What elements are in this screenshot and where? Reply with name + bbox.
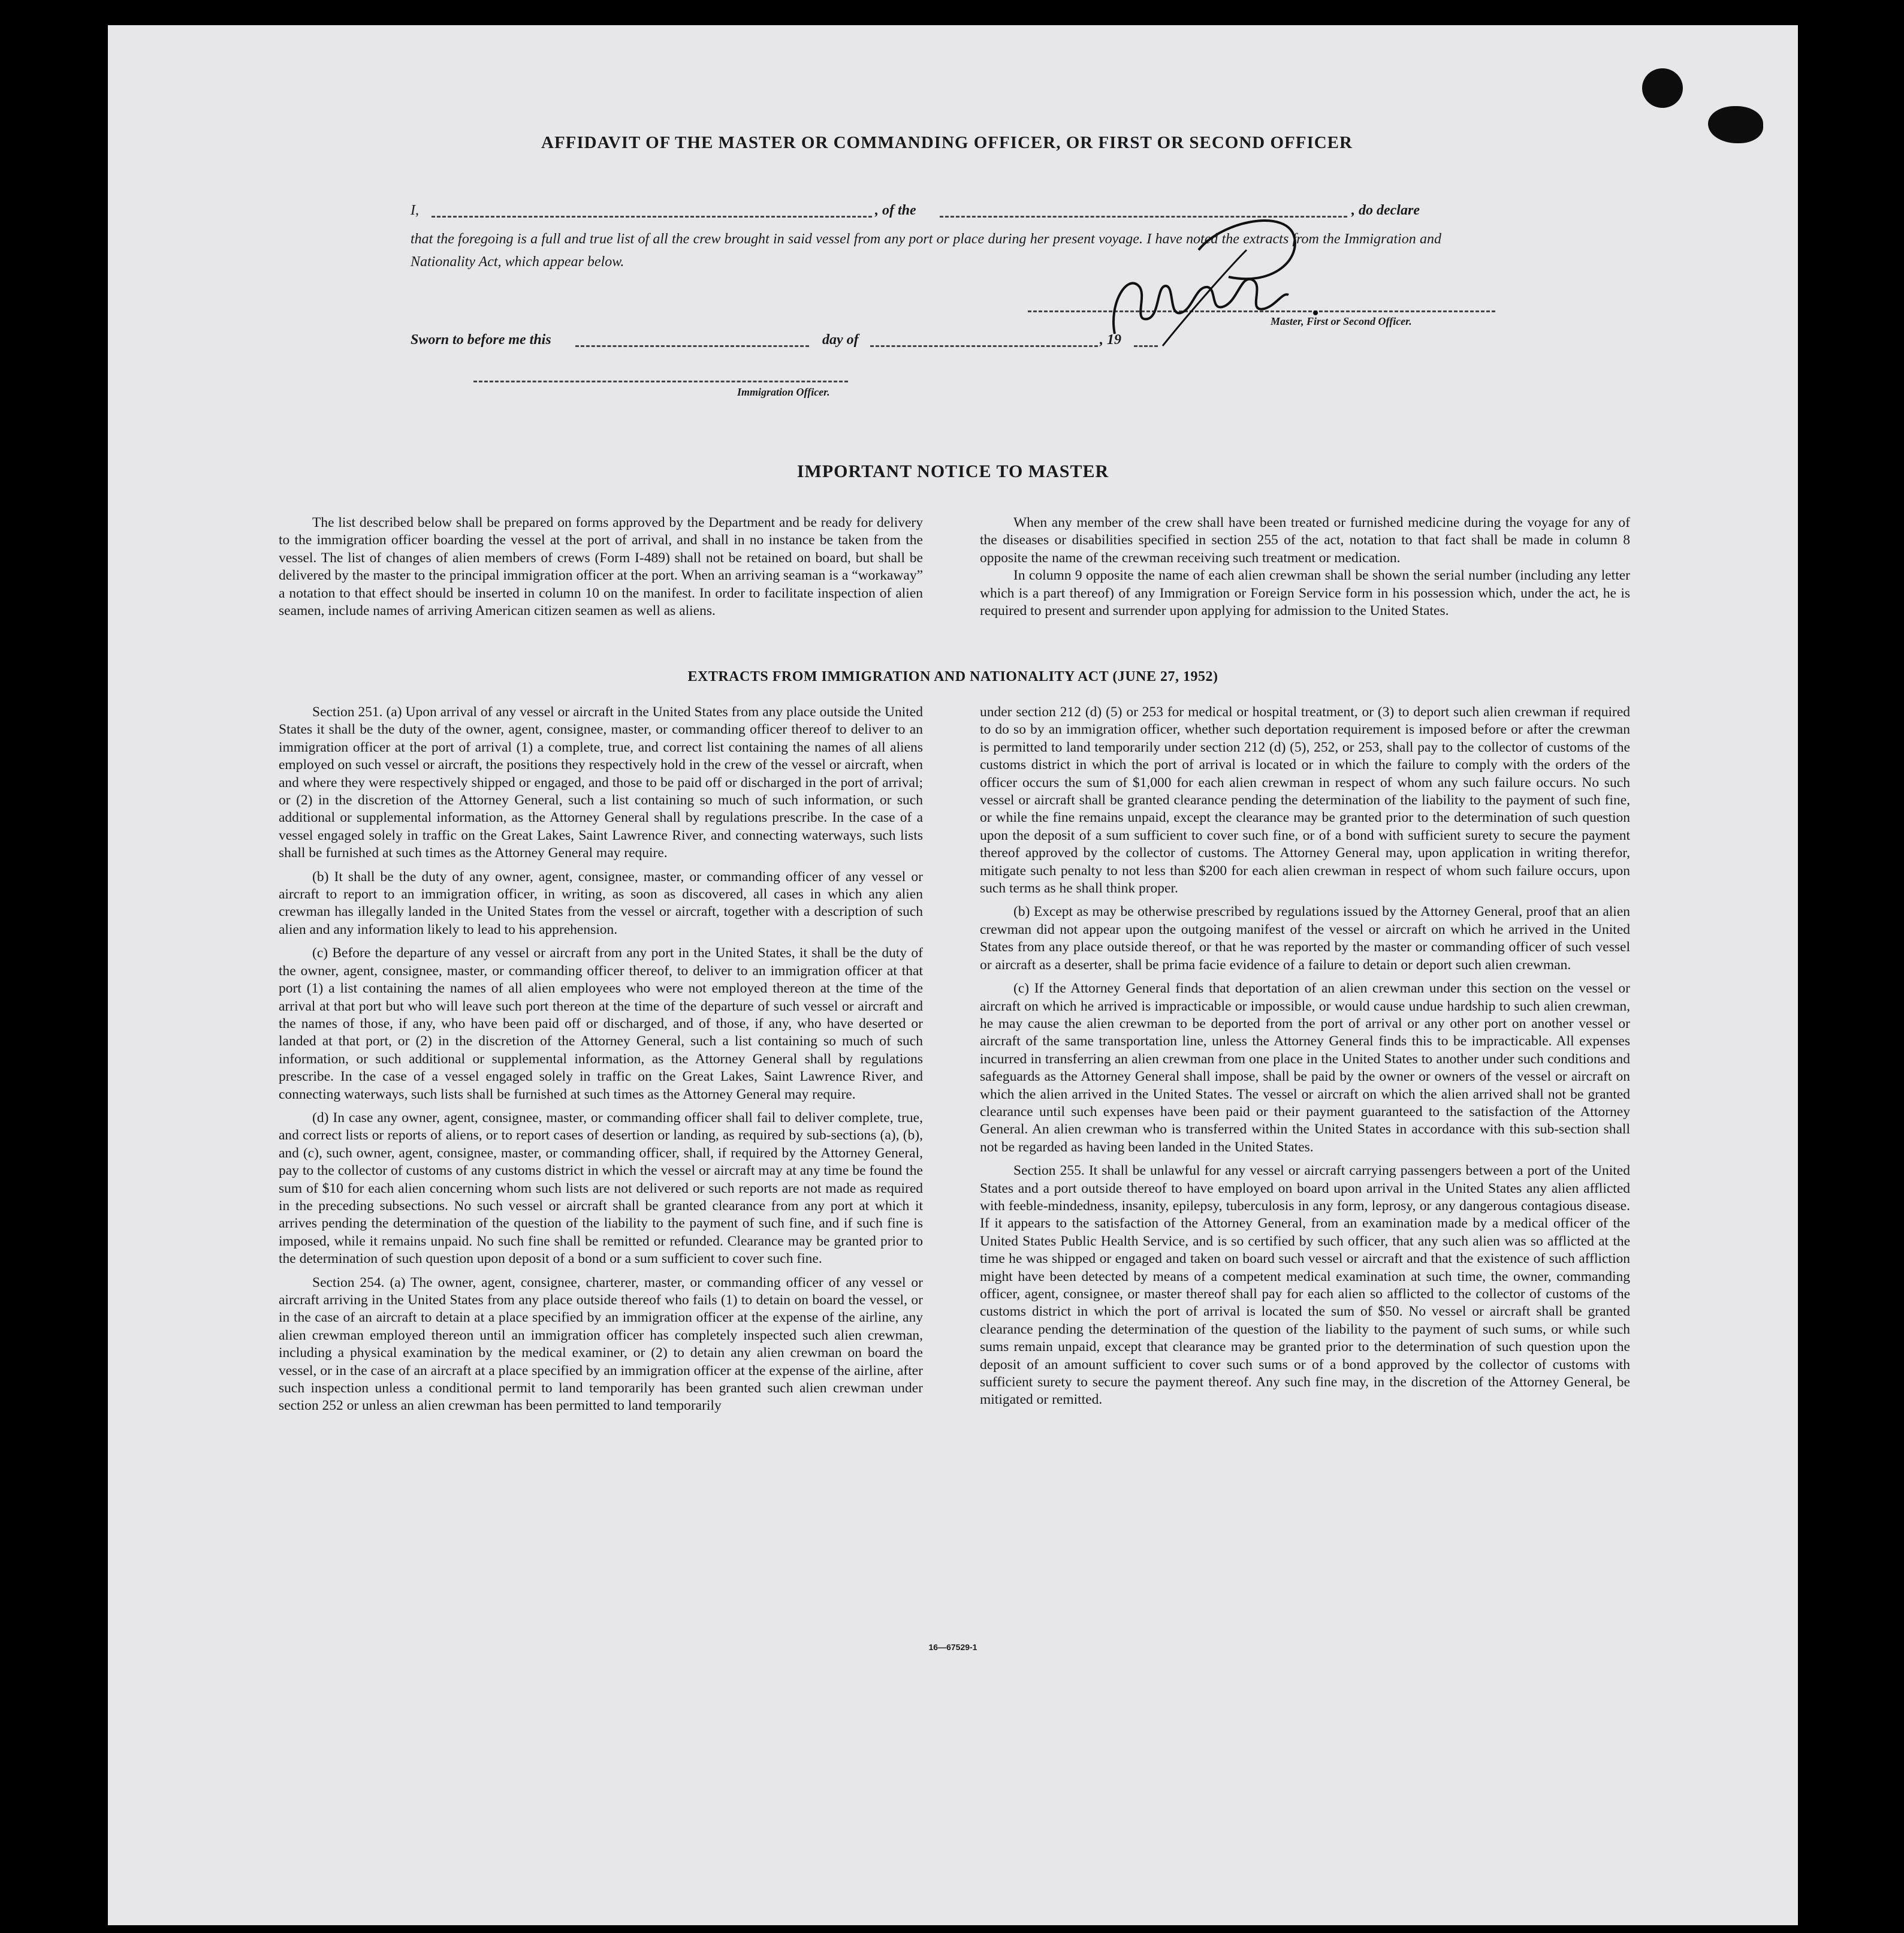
sworn-year-field[interactable] bbox=[1134, 345, 1158, 347]
notice-left-paragraph: The list described below shall be prepared on forms approved by the Department and be ready for delivery to the immigration officer boarding the vessel at the port of arrival, and shall in no instance be taken from the vessel. The list of changes of alien members of crews (Form I-489) shall not be retained on board, but shall be delivered by the master to the principal immigration officer at the port. When an arriving seaman is a “workaway” a notation to that effect should be inserted in column 10 on the manifest. In order to facilitate inspection of alien seamen, include names of arriving American citizen seamen as well as aliens. bbox=[279, 515, 923, 619]
notice-left-column bbox=[279, 514, 923, 626]
section-254-b-paragraph: (b) Except as may be otherwise prescribed by regulations issued by the Attorney General, proof that an alien crewman did not appear upon the outgoing manifest of the vessel or aircraft on which he arrived in the United States from any place outside thereof, or that he was reported by the master or commanding officer of such vessel or aircraft as a deserter, shall be prima facie evidence of a failure to detain or deport such alien crewman. bbox=[980, 904, 1630, 973]
section-254-a-continued-paragraph: under section 212 (d) (5) or 253 for medical or hospital treatment, or (3) to deport such alien crewman if required to do so by an immigration officer, whether such deportation requirement is imposed before or after the crewman is permitted to land temporarily under section 212 (d) (5), 252, or 253, shall pay to the collector of customs of the customs district in which the port of arrival is located or in which the failure to comply with the orders of the officer occurs the sum of $1,000 for each alien crewman in respect of whom any such failure occurs. No such vessel or aircraft shall be granted clearance pending the determination of the liability to the payment of such fine, or while the fine remains unpaid, except the clearance may be granted prior to the determination of such question upon the deposit of a sum sufficient to cover such fine, or of a bond with sufficient surety to secure the payment thereof approved by the collector of customs. The Attorney General may, upon application in writing therefor, mitigate such penalty to not less than $200 for each alien crewman in respect of whom such failure occurs, upon such terms as he shall think proper. bbox=[980, 704, 1630, 897]
section-254-a-paragraph: Section 254. (a) The owner, agent, consignee, charterer, master, or commanding officer of any vessel or aircraft arriving in the United States from any place outside thereof who fails (1) to detain on board the vessel, or in the case of an aircraft to detain at a place specified by an immigration officer at the expense of the airline, any alien crewman employed thereon until an immigration officer has completely inspected such alien crewman, including a physical examination by the medical examiner, or (2) to detain any alien crewman on board the vessel, or in the case of an aircraft at a place specified by an immigration officer at the expense of the airline, after such inspection unless a conditional permit to land temporarily has been granted such alien crewman under section 252 or unless an alien crewman has been permitted to land temporarily bbox=[279, 1274, 923, 1414]
section-251-a-paragraph: Section 251. (a) Upon arrival of any vessel or aircraft in the United States from any place outside the United States it shall be the duty of the owner, agent, consignee, master, or commanding officer thereof to deliver to an immigration officer at the port of arrival (1) a complete, true, and correct list containing the names of all aliens employed on such vessel or aircraft, the positions they respectively hold in the crew of the vessel or aircraft, when and where they were respectively shipped or engaged, and those to be paid off or discharged in the port of arrival; or (2) in the discretion of the Attorney General, such a list containing so much of such information, or such additional or supplemental information, as the Attorney General shall by regulations prescribe. In the case of a vessel engaged solely in traffic on the Great Lakes, Saint Lawrence River, and connecting waterways, such lists shall be furnished at such times as the Attorney General may require. bbox=[279, 704, 923, 861]
document-page bbox=[108, 25, 1798, 1925]
affidavit-i-label: I, bbox=[411, 203, 419, 218]
notice-title: IMPORTANT NOTICE TO MASTER bbox=[796, 462, 1109, 481]
affidavit-do-declare-label: , do declare bbox=[1351, 203, 1420, 218]
year-label: , 19 bbox=[1100, 332, 1121, 348]
notice-right-paragraph-1: When any member of the crew shall have been treated or furnished medicine during the voyage for any of the diseases or disabilities specified in section 255 of the act, notation to that fact shall be made in column 8 opposite the name of the crewman receiving such treatment or medication. bbox=[980, 515, 1630, 566]
affidavit-of-the-label: , of the bbox=[875, 203, 916, 218]
affidavit-title: AFFIDAVIT OF THE MASTER OR COMMANDING OFFICER, OR FIRST OR SECOND OFFICER bbox=[541, 133, 1353, 152]
form-number: 16—67529-1 bbox=[928, 1642, 977, 1652]
master-signature bbox=[1091, 196, 1426, 358]
immigration-officer-caption: Immigration Officer. bbox=[737, 386, 830, 398]
sworn-day-field[interactable] bbox=[575, 345, 809, 347]
ink-stain bbox=[1642, 68, 1683, 108]
section-251-c-paragraph: (c) Before the departure of any vessel or aircraft from any port in the United States, it shall be the duty of the owner, agent, consignee, master, or commanding officer thereof, to deliver to an immigration officer at that port (1) a list containing the names of all alien employees who were not employed thereon at the time of the arrival at that port but who will leave such port thereon at the time of the departure of such vessel or aircraft and the names of those, if any, who have been paid off or discharged, and of those, if any, who have deserted or landed at that port, or (2) in the discretion of the Attorney General, such a list containing so much of such information, or such additional or supplemental information, as the Attorney General shall by regulations prescribe. In the case of a vessel engaged solely in traffic on the Great Lakes, Saint Lawrence River, and connecting waterways, such lists shall be furnished at such times as the Attorney General may require. bbox=[279, 945, 923, 1102]
master-name-field[interactable] bbox=[432, 216, 872, 218]
extracts-title: EXTRACTS FROM IMMIGRATION AND NATIONALITY ACT (JUNE 27, 1952) bbox=[687, 669, 1218, 684]
affidavit-declaration-text: that the foregoing is a full and true list of all the crew brought in said vessel from any port or place during her present voyage. I have noted the extracts from the Immigration and Nationality Act, which appear below. bbox=[411, 231, 1441, 270]
day-of-label: day of bbox=[822, 332, 859, 348]
ink-stain bbox=[1708, 106, 1763, 143]
notice-right-column bbox=[980, 514, 1630, 626]
section-255-paragraph: Section 255. It shall be unlawful for any vessel or aircraft carrying passengers between a port of the United States and a port outside thereof to have employed on board upon arrival in the United States any alien afflicted with feeble-mindedness, insanity, epilepsy, tuberculosis in any form, leprosy, or any dangerous contagious disease. If it appears to the satisfaction of the Attorney General, from an examination made by a medical officer of the United States Public Health Service, and is so certified by such officer, that any such alien was so afflicted at the time he was shipped or engaged and taken on board such vessel or aircraft and that the existence of such affliction might have been detected by means of a competent medical examination at such time, the owner, commanding officer, agent, consignee, or master thereof shall pay for each alien so afflicted to the collector of customs of the customs district in which the port of arrival is located the sum of $50. No vessel or aircraft shall be granted clearance pending the determination of the question of the liability to the payment of such sums, or while such sums remain unpaid, except that clearance may be granted prior to the determination of such question upon the deposit of an amount sufficient to cover such sums or of a bond approved by the collector of customs with sufficient surety to secure the payment thereof. Any such fine may, in the discretion of the Attorney General, be mitigated or remitted. bbox=[980, 1163, 1630, 1408]
notice-right-paragraph-2: In column 9 opposite the name of each alien crewman shall be shown the serial number (including any letter which is a part thereof) of any Immigration or Foreign Service form in his possession which, under the act, he is required to present and surrender upon applying for admission to the United States. bbox=[980, 568, 1630, 619]
extracts-right-column bbox=[980, 704, 1630, 1409]
extracts-left-column bbox=[279, 704, 923, 1415]
section-251-d-paragraph: (d) In case any owner, agent, consignee, master, or commanding officer shall fail to deliver complete, true, and correct lists or reports of aliens, or to report cases of desertion or landing, as required by sub-sections (a), (b), and (c), such owner, agent, consignee, master, or commanding officer, shall, if required by the Attorney General, pay to the collector of customs of any customs district in which the vessel or aircraft may at any time be found the sum of $10 for each alien concerning whom such lists are not delivered or such reports are not made as required in the preceding subsections. No such vessel or aircraft shall be granted clearance from any port at which it arrives pending the determination of the question of the liability to the payment of such fine, and if such fine is imposed, while it remains unpaid. No such fine shall be remitted or refunded. Clearance may be granted prior to the determination of such question upon deposit of a bond or a sum sufficient to cover such fine. bbox=[279, 1109, 923, 1267]
immigration-officer-signature-line[interactable] bbox=[473, 381, 848, 382]
sworn-month-field[interactable] bbox=[870, 345, 1098, 347]
master-signature-caption: Master, First or Second Officer. bbox=[1271, 315, 1412, 327]
section-251-b-paragraph: (b) It shall be the duty of any owner, agent, consignee, master, or commanding officer of any vessel or aircraft to report to an immigration officer, in writing, as soon as discovered, all cases in which any alien crewman has illegally landed in the United States from the vessel or aircraft, together with a description of such alien and any information likely to lead to his apprehension. bbox=[279, 869, 923, 937]
section-254-c-paragraph: (c) If the Attorney General finds that deportation of an alien crewman under this section on the vessel or aircraft on which he arrived is impracticable or impossible, or would cause undue hardship to such alien crewman, he may cause the alien crewman to be deported from the port of arrival or any other port on another vessel or aircraft of the same transportation line, unless the Attorney General finds this to be impracticable. All expenses incurred in transferring an alien crewman from one place in the United States to another under such conditions and safeguards as the Attorney General shall impose, shall be paid by the owner or owners of the vessel or aircraft on which the alien arrived in the United States. The vessel or aircraft on which the alien arrived shall not be granted clearance until such expenses have been paid or their payment guaranteed to the satisfaction of the Attorney General. An alien crewman who is transferred within the United States in accordance with this sub-section shall not be regarded as having been landed in the United States. bbox=[980, 981, 1630, 1155]
sworn-label: Sworn to before me this bbox=[411, 332, 551, 348]
